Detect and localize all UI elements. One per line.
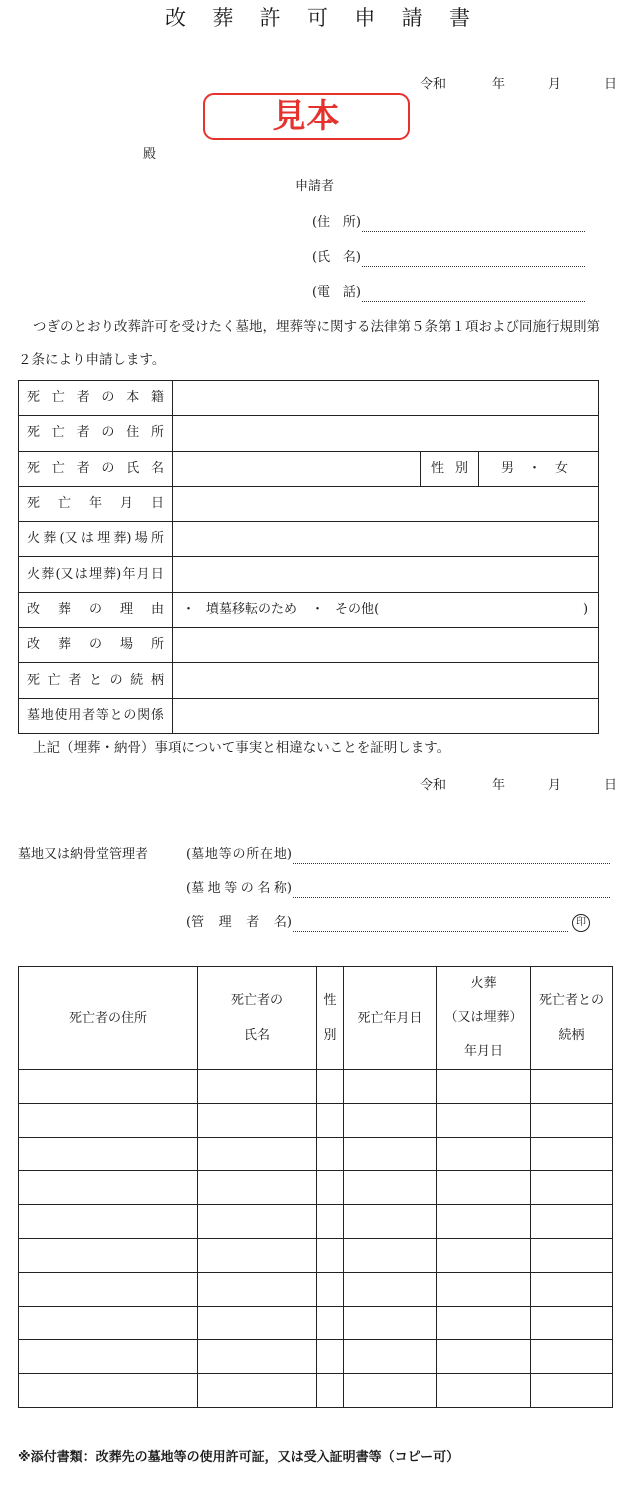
applicant-address-line[interactable] <box>362 215 585 232</box>
char: 所 <box>150 425 164 441</box>
char: 地 <box>204 847 218 862</box>
cell-sex[interactable] <box>317 1137 344 1171</box>
row-address <box>19 416 599 451</box>
cell-sex[interactable] <box>317 1374 344 1408</box>
char: 許 <box>259 6 281 30</box>
header-line <box>449 1035 518 1069</box>
date-month-label: 月 <box>548 77 562 92</box>
cell-death-date[interactable] <box>344 1137 437 1171</box>
char: 係 <box>150 707 164 723</box>
cell-name[interactable] <box>198 1171 317 1205</box>
label-cell <box>19 416 173 451</box>
row-label <box>27 531 164 547</box>
char: 名) <box>273 915 292 930</box>
value-cell[interactable] <box>173 522 599 557</box>
value-cell[interactable] <box>173 557 599 592</box>
char: (墓 <box>186 881 205 896</box>
intro-line-2: ２条により申請します。 <box>18 352 166 368</box>
char: 可 <box>306 6 328 30</box>
reason-cell <box>173 592 599 627</box>
char: 理 <box>119 601 133 617</box>
row-label <box>27 390 164 406</box>
header-sex <box>317 967 344 1070</box>
date-year-label: 年 <box>492 778 506 793</box>
char: 名 <box>257 1028 271 1043</box>
char: 者 <box>82 707 96 723</box>
cemetery-location-label <box>186 846 292 864</box>
char: 所 <box>246 847 260 862</box>
char: 者 <box>76 390 90 406</box>
char: (電 <box>312 285 331 300</box>
char: 等 <box>95 707 109 723</box>
applicant-name-field <box>312 249 585 267</box>
value-cell[interactable] <box>173 698 599 733</box>
cell-address[interactable] <box>19 1171 198 1205</box>
cemetery-location-field <box>186 846 610 864</box>
cell-cremation-date[interactable] <box>437 1272 531 1306</box>
cemetery-name-field <box>186 880 610 898</box>
row-grave-user-relationship <box>19 698 599 733</box>
char: の <box>101 460 115 476</box>
char: 死 <box>27 672 41 688</box>
value-cell[interactable] <box>173 663 599 698</box>
char: 等 <box>224 881 238 896</box>
label-cell <box>19 592 173 627</box>
char: 称) <box>273 881 292 896</box>
char: 死 <box>27 460 41 476</box>
cell-sex[interactable] <box>317 1205 344 1239</box>
char: 場 <box>134 531 148 547</box>
char: (住 <box>312 215 331 230</box>
cell-address[interactable] <box>19 1137 198 1171</box>
page-title <box>165 5 470 31</box>
sex-value-cell[interactable] <box>479 451 599 486</box>
cell-name[interactable] <box>198 1340 317 1374</box>
sex-label-cell <box>421 451 479 486</box>
char: 使 <box>54 707 68 723</box>
char: (又 <box>59 531 78 547</box>
row-domicile <box>19 381 599 416</box>
cell-cremation-date[interactable] <box>437 1171 531 1205</box>
value-cell[interactable] <box>173 416 599 451</box>
header-line: 死亡年月日 <box>357 1010 423 1026</box>
sex-label <box>431 461 468 477</box>
cemetery-name-line[interactable] <box>293 881 610 898</box>
char: (墓 <box>186 847 205 862</box>
char: 日 <box>150 496 164 512</box>
cell-relationship[interactable] <box>531 1137 613 1171</box>
char: の <box>240 881 254 896</box>
cell-cremation-date[interactable] <box>437 1238 531 1272</box>
char: 葬 <box>212 6 234 30</box>
char: 葬) <box>103 566 122 582</box>
header-line: 性 <box>323 993 337 1008</box>
char: と <box>109 707 123 723</box>
char: の <box>232 847 246 862</box>
cell-cremation-date[interactable] <box>437 1070 531 1104</box>
char: 埋 <box>88 566 102 582</box>
char: (氏 <box>312 250 331 265</box>
char: 理 <box>218 915 232 930</box>
label-cell <box>19 451 173 486</box>
reason-option-grave-relocation[interactable]: 墳墓移転のため <box>206 601 298 617</box>
value-cell[interactable] <box>173 381 599 416</box>
char: の <box>123 707 137 723</box>
table-row <box>19 1374 613 1408</box>
char: 改 <box>27 637 41 653</box>
char: 月 <box>136 566 150 582</box>
char: は <box>80 531 94 547</box>
cell-cremation-date[interactable] <box>437 1205 531 1239</box>
char: 埋 <box>97 531 111 547</box>
cell-death-date[interactable] <box>344 1103 437 1137</box>
applicant-address-label <box>312 214 361 232</box>
cell-cremation-date[interactable] <box>437 1137 531 1171</box>
cell-sex[interactable] <box>317 1070 344 1104</box>
char: 由 <box>150 601 164 617</box>
applicant-name-label <box>312 249 361 267</box>
char: 亡 <box>51 425 65 441</box>
sex-separator: ・ <box>527 460 541 476</box>
char: 日 <box>490 1044 504 1059</box>
deceased-table-body <box>19 1070 613 1408</box>
cell-address[interactable] <box>19 1340 198 1374</box>
sex-options <box>501 461 568 477</box>
cell-name[interactable] <box>198 1205 317 1239</box>
row-label <box>27 567 164 583</box>
char: 年 <box>122 566 136 582</box>
date-month-label: 月 <box>548 778 562 793</box>
char: 氏 <box>243 1028 257 1043</box>
char: 月 <box>119 496 133 512</box>
char: 名) <box>342 250 361 265</box>
cell-sex[interactable] <box>317 1272 344 1306</box>
header-line: 死亡者との <box>538 993 604 1008</box>
row-cremation-place <box>19 522 599 557</box>
cell-sex[interactable] <box>317 1171 344 1205</box>
char: 年 <box>463 1044 477 1059</box>
label-cell <box>19 486 173 521</box>
deceased-table <box>18 966 613 1408</box>
cell-death-date[interactable] <box>344 1340 437 1374</box>
table-row <box>19 1340 613 1374</box>
date-era: 令和 <box>420 778 447 793</box>
char: 氏 <box>126 460 140 476</box>
char: 性 <box>431 460 445 476</box>
char: 日 <box>150 566 164 582</box>
header-cremation-date <box>437 967 531 1070</box>
char: 者 <box>76 425 90 441</box>
header-relationship <box>531 967 613 1070</box>
char: 話) <box>342 285 361 300</box>
char: 本 <box>126 390 140 406</box>
cell-relationship[interactable] <box>531 1171 613 1205</box>
reason-bullet: ・ <box>311 601 325 617</box>
char: 亡 <box>57 496 71 512</box>
cell-name[interactable] <box>198 1103 317 1137</box>
row-cremation-date <box>19 557 599 592</box>
cell-death-date[interactable] <box>344 1070 437 1104</box>
char: 死 <box>27 425 41 441</box>
label-cell <box>19 522 173 557</box>
table-row <box>19 1205 613 1239</box>
row-name <box>19 451 599 486</box>
cell-relationship[interactable] <box>531 1374 613 1408</box>
char: 者 <box>246 915 260 930</box>
char: 地 <box>40 707 54 723</box>
char: 名 <box>257 881 271 896</box>
certification-date <box>0 778 640 794</box>
char: 申 <box>354 6 376 30</box>
cell-sex[interactable] <box>317 1340 344 1374</box>
reason-close-paren: ) <box>582 601 589 617</box>
cell-sex[interactable] <box>317 1103 344 1137</box>
header-line: 別 <box>323 1028 337 1043</box>
char: 葬) <box>113 531 132 547</box>
cell-name[interactable] <box>198 1238 317 1272</box>
table-row <box>19 1238 613 1272</box>
cell-cremation-date[interactable] <box>437 1340 531 1374</box>
manager-name-line[interactable] <box>293 915 568 932</box>
char: 請 <box>401 6 423 30</box>
char: 続 <box>130 672 144 688</box>
char: 改 <box>165 6 186 30</box>
row-death-date <box>19 486 599 521</box>
char: 者 <box>76 460 90 476</box>
row-reason <box>19 592 599 627</box>
char: 葬 <box>57 601 71 617</box>
char: 用 <box>68 707 82 723</box>
header-line: （又は埋葬） <box>444 1010 523 1025</box>
date-era: 令和 <box>420 77 447 92</box>
char: 柄 <box>571 1028 585 1043</box>
char: 所 <box>150 637 164 653</box>
row-label <box>27 461 164 477</box>
label-cell <box>19 381 173 416</box>
char: 住 <box>126 425 140 441</box>
char: の <box>88 637 102 653</box>
char: 地) <box>273 847 292 862</box>
char: 葬 <box>43 531 57 547</box>
label-cell <box>19 557 173 592</box>
value-cell[interactable] <box>173 486 599 521</box>
date-day-label: 日 <box>604 77 618 92</box>
cell-name[interactable] <box>198 1272 317 1306</box>
applicant-name-line[interactable] <box>362 250 585 267</box>
intro-line-1: つぎのとおり改葬許可を受けたく墓地，埋葬等に関する法律第５条第１項および同施行規則第 <box>33 319 600 335</box>
cell-relationship[interactable] <box>531 1306 613 1340</box>
char: 火 <box>27 531 41 547</box>
reason-open-paren: ( <box>374 601 380 617</box>
cell-relationship[interactable] <box>531 1205 613 1239</box>
applicant-heading: 申請者 <box>295 179 335 194</box>
cell-cremation-date[interactable] <box>437 1306 531 1340</box>
char: 続 <box>558 1028 572 1043</box>
cell-relationship[interactable] <box>531 1070 613 1104</box>
cell-death-date[interactable] <box>344 1205 437 1239</box>
char: 墓 <box>27 707 41 723</box>
table-row <box>19 1103 613 1137</box>
char: 関 <box>137 707 151 723</box>
details-table <box>18 380 599 734</box>
table-row <box>19 1171 613 1205</box>
sample-stamp <box>203 93 410 140</box>
char: 亡 <box>51 390 65 406</box>
reason-options <box>173 602 598 618</box>
table-row <box>19 1070 613 1104</box>
char: 改 <box>27 601 41 617</box>
char: (又 <box>55 566 74 582</box>
cell-address[interactable] <box>19 1306 198 1340</box>
cell-address[interactable] <box>19 1374 198 1408</box>
cell-sex[interactable] <box>317 1238 344 1272</box>
cell-sex[interactable] <box>317 1306 344 1340</box>
char: 籍 <box>150 390 164 406</box>
application-date <box>0 77 640 93</box>
char: (管 <box>186 915 205 930</box>
cemetery-name-label <box>186 880 292 898</box>
date-year-label: 年 <box>492 77 506 92</box>
cell-cremation-date[interactable] <box>437 1103 531 1137</box>
sex-option-male[interactable]: 男 <box>501 460 515 476</box>
cell-name[interactable] <box>198 1137 317 1171</box>
date-day-label: 日 <box>604 778 618 793</box>
char: 所) <box>342 215 361 230</box>
cell-death-date[interactable] <box>344 1374 437 1408</box>
row-label <box>27 496 164 512</box>
char: 亡 <box>47 672 61 688</box>
row-label <box>27 673 164 689</box>
row-relationship <box>19 663 599 698</box>
table-header-row <box>19 967 613 1070</box>
cell-death-date[interactable] <box>344 1171 437 1205</box>
char: の <box>88 601 102 617</box>
row-label <box>27 708 164 724</box>
attachment-note: ※添付書類：改葬先の墓地等の使用許可証，又は受入証明書等（コピー可） <box>18 1450 460 1465</box>
char: の <box>101 390 115 406</box>
row-label <box>27 425 164 441</box>
char: 者 <box>68 672 82 688</box>
value-cell[interactable] <box>173 451 421 486</box>
char: 年 <box>88 496 102 512</box>
addressee-suffix: 殿 <box>143 147 157 162</box>
header-line: 死亡者の <box>230 993 283 1008</box>
cemetery-location-line[interactable] <box>293 847 610 864</box>
char: 地 <box>207 881 221 896</box>
value-cell[interactable] <box>173 628 599 663</box>
cell-name[interactable] <box>198 1374 317 1408</box>
char: 場 <box>119 637 133 653</box>
manager-name-field <box>186 914 590 932</box>
cell-death-date[interactable] <box>344 1306 437 1340</box>
sample-stamp-text: 見本 <box>272 96 341 135</box>
header-deceased-name <box>198 967 317 1070</box>
header-line <box>537 1018 606 1053</box>
char: 在 <box>260 847 274 862</box>
cell-cremation-date[interactable] <box>437 1374 531 1408</box>
cell-death-date[interactable] <box>344 1238 437 1272</box>
cell-address[interactable] <box>19 1070 198 1104</box>
reason-option-other[interactable]: その他 <box>335 601 375 617</box>
char: 死 <box>27 390 41 406</box>
label-cell <box>19 698 173 733</box>
table-row <box>19 1306 613 1340</box>
sex-option-female[interactable]: 女 <box>554 460 568 476</box>
char: 葬 <box>41 566 55 582</box>
header-death-date <box>344 967 437 1070</box>
applicant-phone-line[interactable] <box>362 285 585 302</box>
cell-death-date[interactable] <box>344 1272 437 1306</box>
char: と <box>88 672 102 688</box>
char: 等 <box>218 847 232 862</box>
seal-icon: 印 <box>572 914 590 932</box>
cell-name[interactable] <box>198 1070 317 1104</box>
char: 火 <box>27 566 41 582</box>
header-line: 死亡者の住所 <box>68 1010 147 1026</box>
header-line <box>230 1018 285 1053</box>
manager-name-label <box>186 914 292 932</box>
applicant-address-field <box>312 214 585 232</box>
cell-relationship[interactable] <box>531 1238 613 1272</box>
cell-relationship[interactable] <box>531 1103 613 1137</box>
char: は <box>74 566 88 582</box>
char: 書 <box>448 6 470 30</box>
char: 所 <box>150 531 164 547</box>
char: 月 <box>476 1044 490 1059</box>
cell-address[interactable] <box>19 1238 198 1272</box>
char: の <box>109 672 123 688</box>
char: 亡 <box>51 460 65 476</box>
char: 葬 <box>57 637 71 653</box>
char: 柄 <box>150 672 164 688</box>
char: 死 <box>27 496 41 512</box>
cell-relationship[interactable] <box>531 1272 613 1306</box>
table-row <box>19 1272 613 1306</box>
certification-text: 上記（埋葬・納骨）事項について事実と相違ないことを証明します。 <box>33 740 451 756</box>
row-label <box>27 637 164 653</box>
row-label <box>27 602 164 618</box>
cell-relationship[interactable] <box>531 1340 613 1374</box>
applicant-phone-field <box>312 284 585 302</box>
cell-address[interactable] <box>19 1205 198 1239</box>
manager-heading: 墓地又は納骨堂管理者 <box>18 847 149 862</box>
table-row <box>19 1137 613 1171</box>
cell-address[interactable] <box>19 1103 198 1137</box>
label-cell <box>19 663 173 698</box>
reason-bullet: ・ <box>182 601 196 617</box>
applicant-phone-label <box>312 284 361 302</box>
char: の <box>101 425 115 441</box>
cell-address[interactable] <box>19 1272 198 1306</box>
char: 名 <box>150 460 164 476</box>
header-line: 火葬 <box>470 976 497 991</box>
char: 別 <box>454 460 468 476</box>
cell-name[interactable] <box>198 1306 317 1340</box>
row-reburial-place <box>19 628 599 663</box>
label-cell <box>19 628 173 663</box>
header-deceased-address <box>19 967 198 1070</box>
